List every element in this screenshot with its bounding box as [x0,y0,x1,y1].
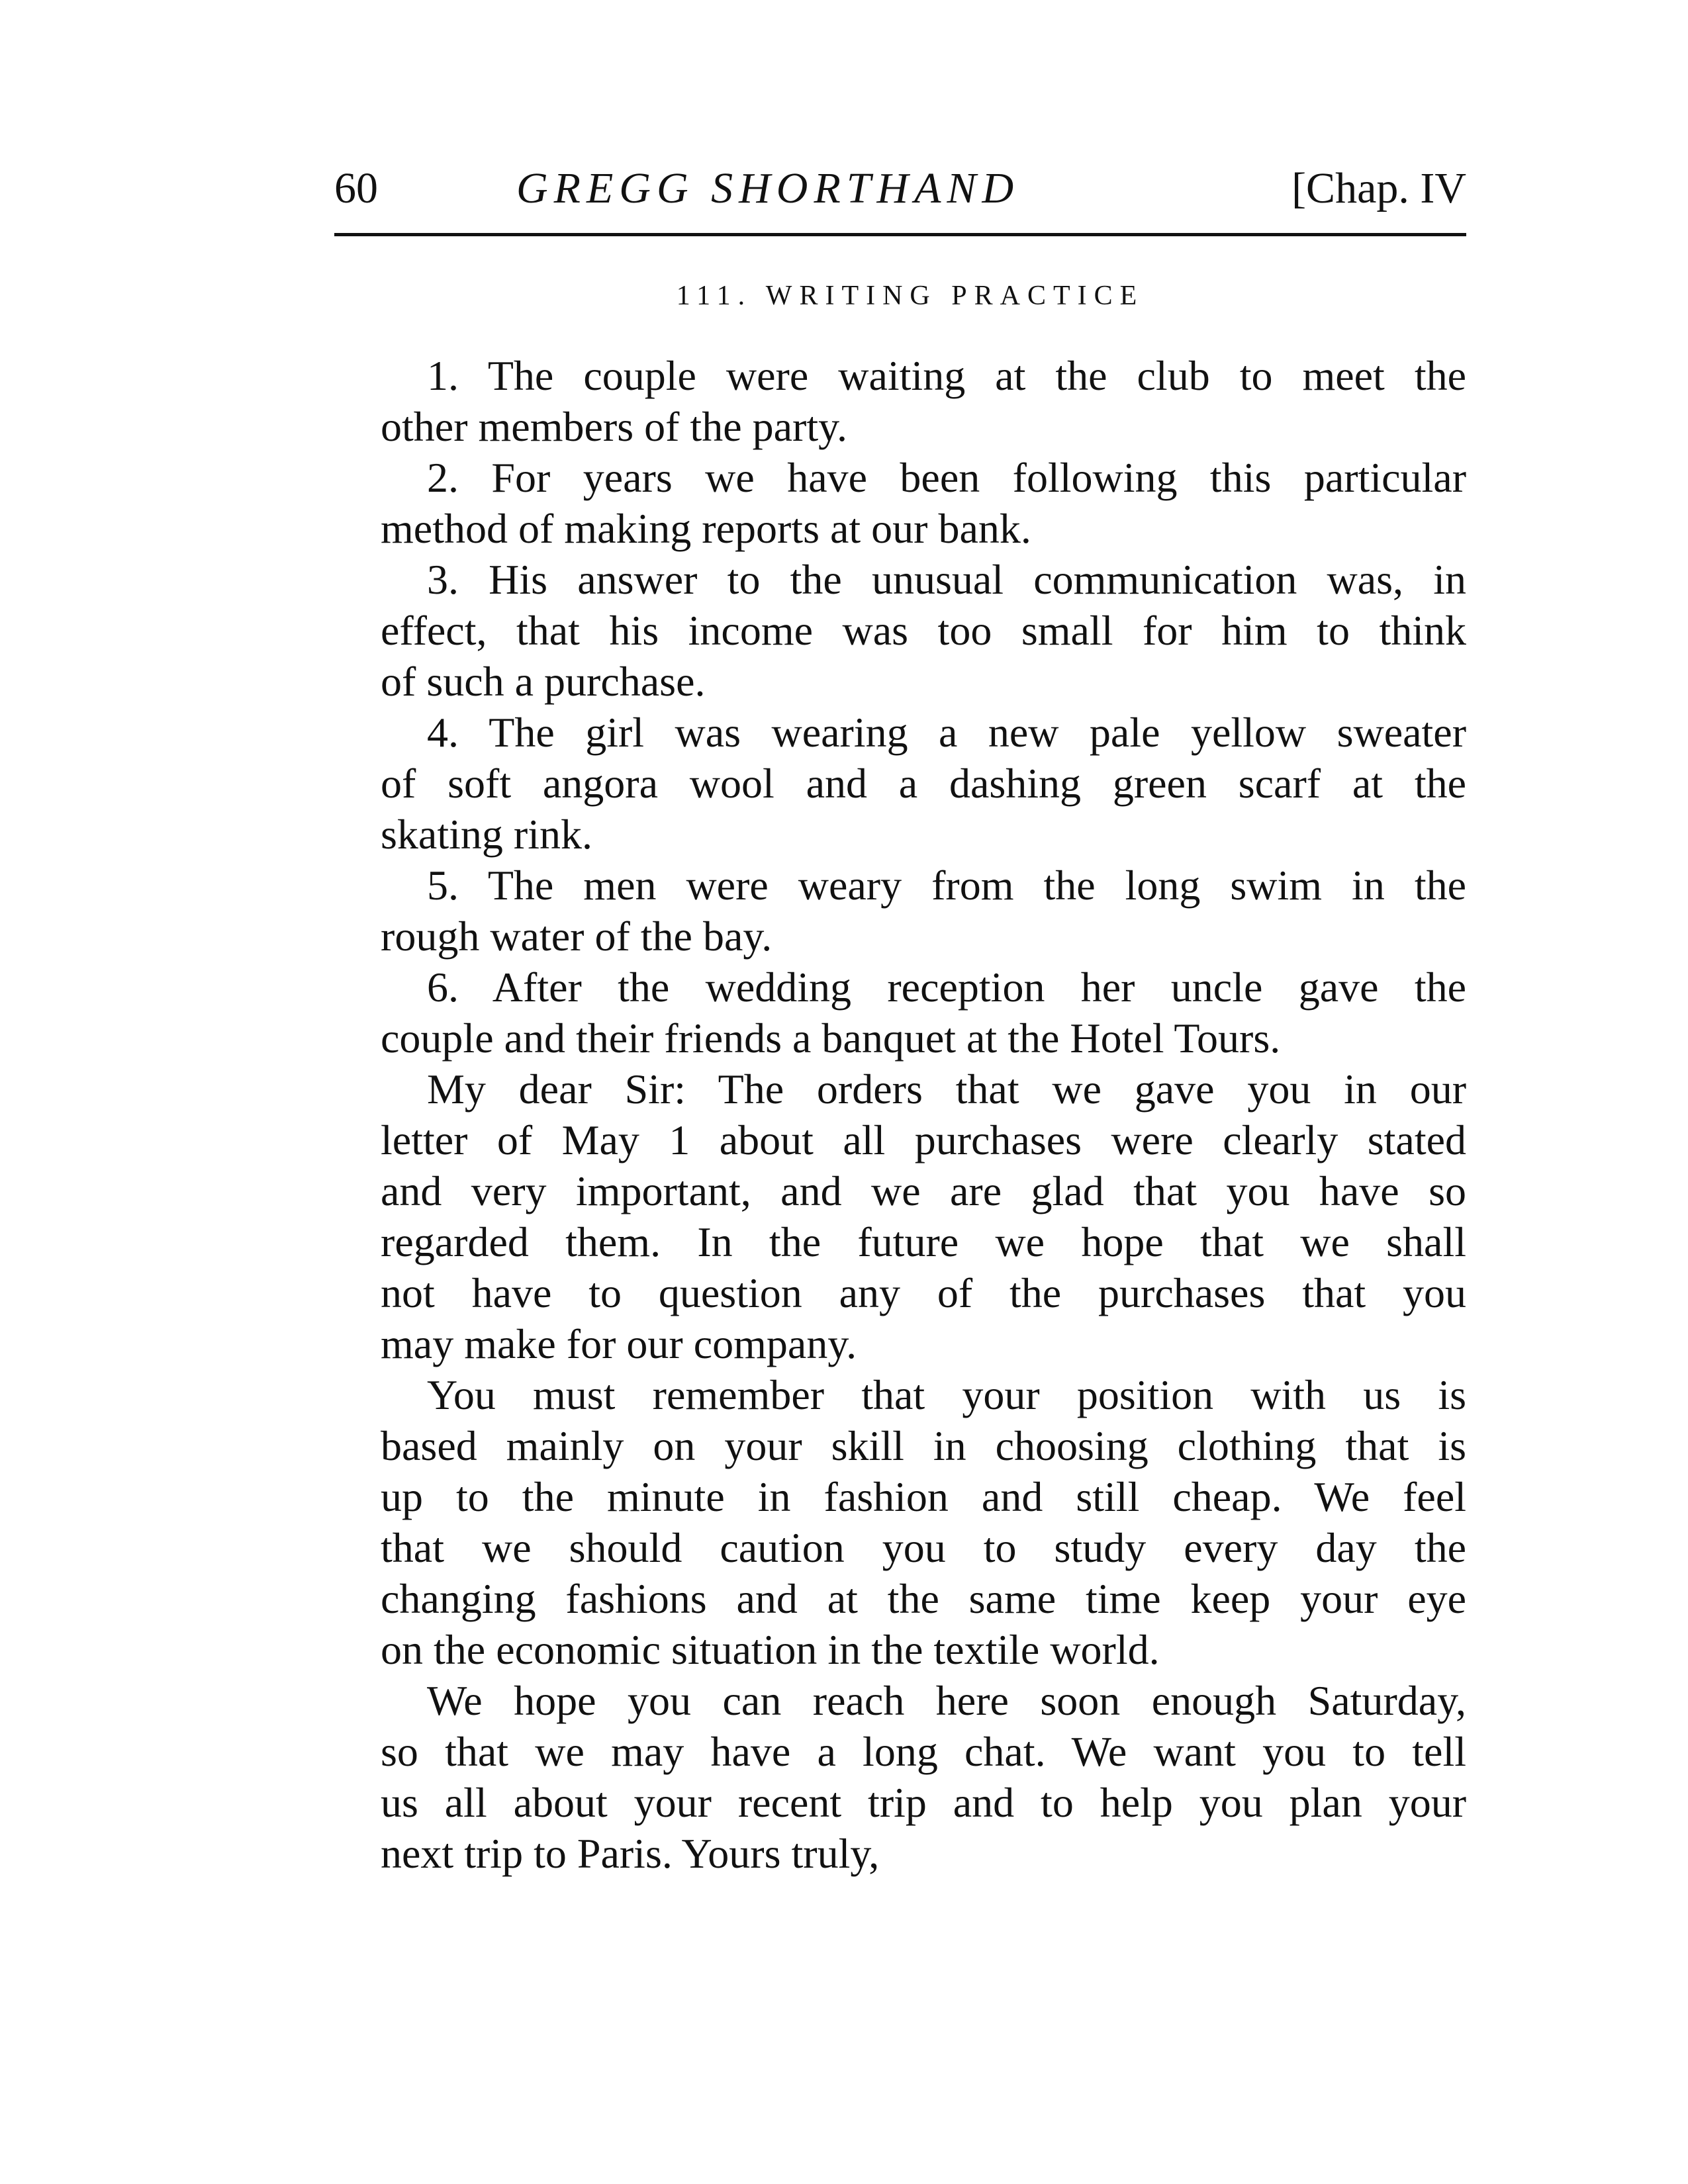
text-line: letter of May 1 about all purchases were clearly stated [381,1116,1466,1163]
text-line: regarded them. In the future we hope that we shall [381,1218,1466,1265]
text-line: 5. The men were weary from the long swim in the [427,862,1466,909]
text-line: up to the minute in fashion and still cheap. We feel [381,1473,1466,1520]
book-page [334,159,1466,1879]
text-line: may make for our company. [381,1320,857,1367]
chapter-reference: [Chap. IV [1291,164,1466,212]
paragraph [334,452,1466,554]
header-rule [334,233,1466,236]
text-line: rough water of the bay. [381,913,773,960]
text-line: 4. The girl was wearing a new pale yellow sweater [427,709,1466,756]
paragraph [334,1369,1466,1675]
text-line: other members of the party. [381,403,847,450]
running-head [334,159,1466,218]
text-line: skating rink. [381,811,592,858]
text-line: us all about your recent trip and to help you plan your [381,1779,1466,1826]
text-line: You must remember that your position with us is [427,1371,1466,1418]
section-heading: 111. WRITING PRACTICE [676,281,1145,311]
paragraph [334,860,1466,962]
text-line: so that we may have a long chat. We want you to tell [381,1728,1466,1775]
paragraph [334,1675,1466,1879]
text-line: My dear Sir: The orders that we gave you in our [427,1066,1466,1113]
text-line: based mainly on your skill in choosing clothing that is [381,1422,1466,1469]
paragraph [334,350,1466,452]
text-line: 3. His answer to the unusual communication was, in [427,556,1466,603]
book-title: GREGG SHORTHAND [516,164,1020,212]
text-line: of soft angora wool and a dashing green scarf at the [381,760,1466,807]
text-line: that we should caution you to study every day the [381,1524,1466,1571]
text-line: We hope you can reach here soon enough Saturday, [427,1677,1466,1724]
text-line: next trip to Paris. Yours truly, [381,1830,880,1877]
page-number: 60 [334,164,378,212]
text-line: effect, that his income was too small for him to think [381,607,1466,654]
text-line: 1. The couple were waiting at the club to meet the [427,352,1466,399]
paragraph [334,962,1466,1064]
paragraph [334,554,1466,707]
paragraph [334,1064,1466,1369]
body-text [334,350,1466,1879]
text-line: and very important, and we are glad that you have so [381,1167,1466,1214]
text-line: method of making reports at our bank. [381,505,1031,552]
text-line: on the economic situation in the textile world. [381,1626,1160,1673]
text-line: couple and their friends a banquet at the Hotel Tours. [381,1015,1281,1062]
text-line: not have to question any of the purchases that you [381,1269,1466,1316]
paragraph [334,707,1466,860]
text-line: 2. For years we have been following this particular [427,454,1466,501]
text-line: of such a purchase. [381,658,706,705]
text-line: 6. After the wedding reception her uncle gave the [427,964,1466,1011]
text-line: changing fashions and at the same time keep your eye [381,1575,1466,1622]
